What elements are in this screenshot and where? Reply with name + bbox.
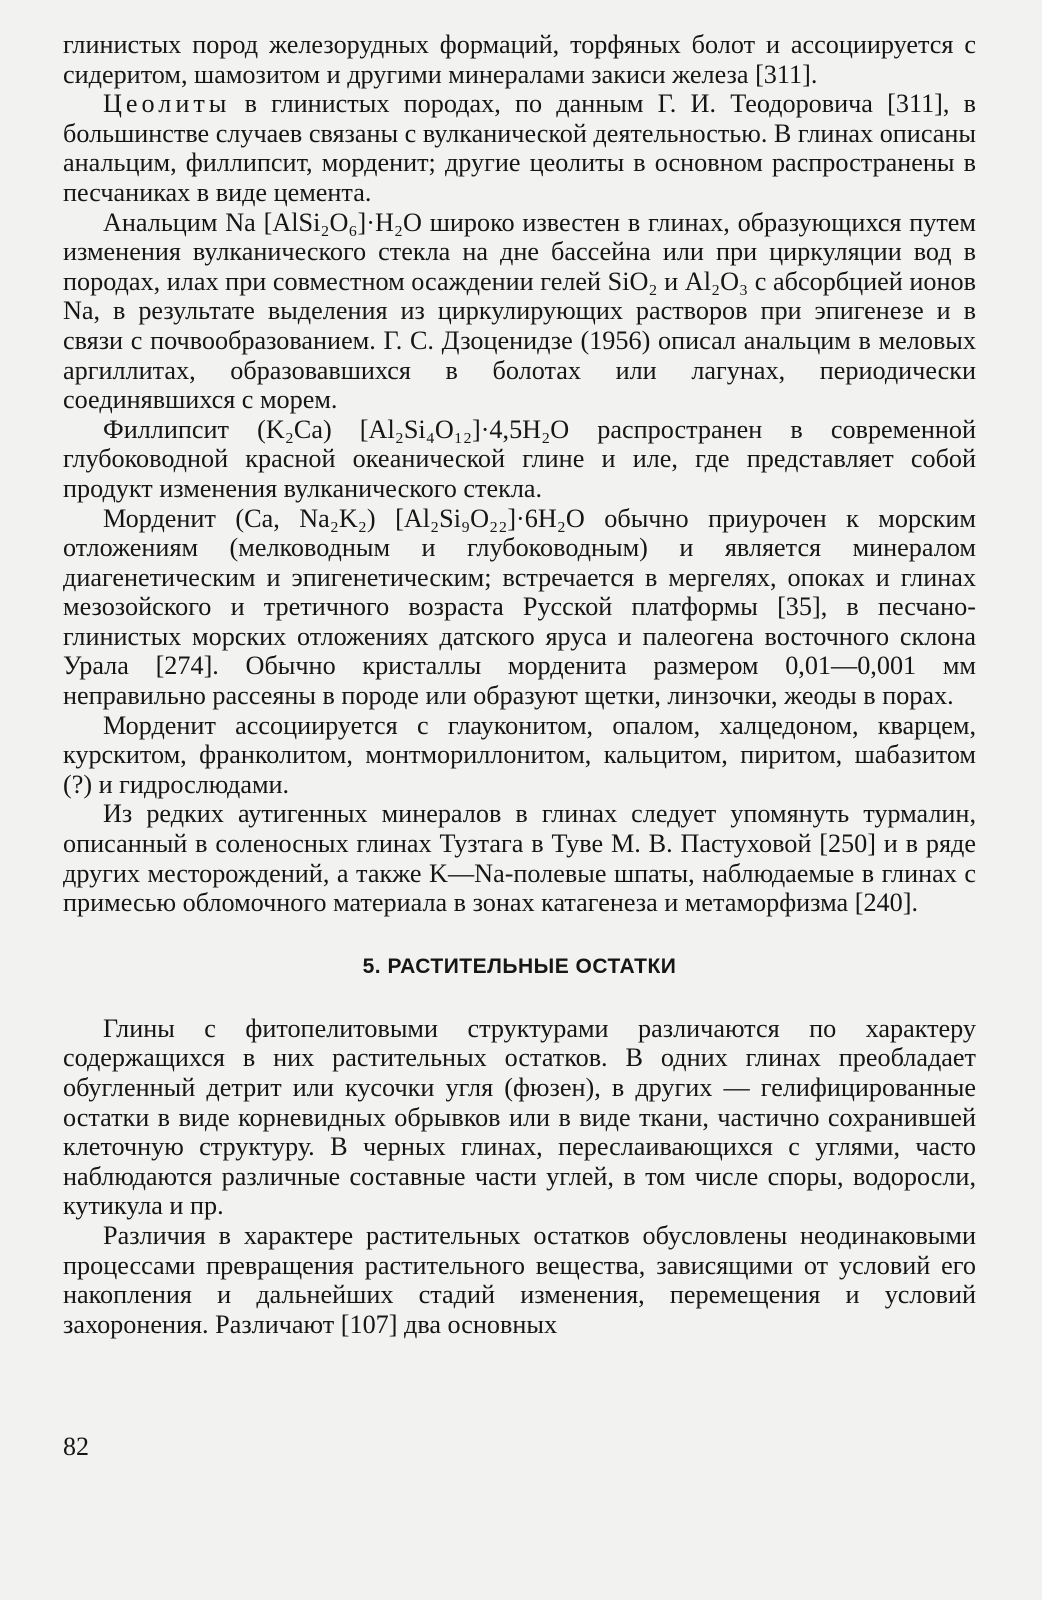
paragraph-3: Анальцим Na [AlSi₂O₆]·H₂O широко известен в глинах, образующихся путем изменения вулканического стекла на дне бассейна или при циркуляции вод в породах, илах при совместном осаждении гелей SiO₂ и Al₂O₃ с абсорбцией ионов Na, в результате выделения из циркулирующих растворов при эпигенезе и в связи с почвообразованием. Г. С. Дзоценидзе (1956) описал анальцим в меловых аргиллитах, образовавшихся в болотах или лагунах, периодически соединявшихся с морем. xyxy=(63,207,976,415)
term-zeolites: Цеолиты xyxy=(103,89,231,119)
paragraph-9: Различия в характере растительных остатков обусловлены неодинаковыми процессами превращения растительного вещества, зависящими от условий его накопления и дальнейших стадий изменения, перемещения и условий захоронения. Различают [107] два основных xyxy=(63,1220,976,1339)
paragraph-8: Глины с фитопелитовыми структурами различаются по характеру содержащихся в них растительных остатков. В одних глинах преобладает обугленный детрит или кусочки угля (фюзен), в других — гелифицированные остатки в виде корневидных обрывков или в виде ткани, частично сохранившей клеточную структуру. В черных глинах, переслаивающихся с углями, часто наблюдаются различные составные части углей, в том числе споры, водоросли, кутикула и пр. xyxy=(63,1013,976,1221)
paragraph-2 xyxy=(63,89,976,207)
section-heading: 5. РАСТИТЕЛЬНЫЕ ОСТАТКИ xyxy=(362,954,677,978)
paragraph-2-text: в глинистых породах, по данным Г. И. Теодоровича [311], в большинстве случаев связаны с вулканической деятельностью. В глинах описаны анальцим, филлипсит, морденит; другие цеолиты в основном распространены в песчаниках в виде цемента. xyxy=(63,89,976,207)
paragraph-7: Из редких аутигенных минералов в глинах следует упомянуть турмалин, описанный в соленосных глинах Тузтага в Туве М. В. Пастуховой [250] и в ряде других месторождений, а также K—Na-полевые шпаты, наблюдаемые в глинах с примесью обломочного материала в зонах катагенеза и метаморфизма [240]. xyxy=(63,799,976,918)
paragraph-4: Филлипсит (K₂Ca) [Al₂Si₄O₁₂]·4,5H₂O распространен в современной глубоководной красной океанической глине и иле, где представляет собой продукт изменения вулканического стекла. xyxy=(63,414,976,503)
paragraph-6: Морденит ассоциируется с глауконитом, опалом, халцедоном, кварцем, курскитом, франколитом, монтмориллонитом, кальцитом, пиритом, шабазитом (?) и гидрослюдами. xyxy=(63,710,976,799)
page-body xyxy=(63,30,976,1339)
paragraph-1: глинистых пород железорудных формаций, торфяных болот и ассоциируется с сидеритом, шамозитом и другими минералами закиси железа [311]. xyxy=(63,30,976,89)
paragraph-5: Морденит (Ca, Na₂K₂) [Al₂Si₉O₂₂]·6H₂O обычно приурочен к морским отложениям (мелководным и глубоководным) и является минералом диагенетическим и эпигенетическим; встречается в мергелях, опоках и глинах мезозойского и третичного возраста Русской платформы [35], в песчано-глинистых морских отложениях датского яруса и палеогена восточного склона Урала [274]. Обычно кристаллы морденита размером 0,01—0,001 мм неправильно рассеяны в породе или образуют щетки, линзочки, жеоды в порах. xyxy=(63,503,976,711)
page-number: 82 xyxy=(63,1432,89,1461)
